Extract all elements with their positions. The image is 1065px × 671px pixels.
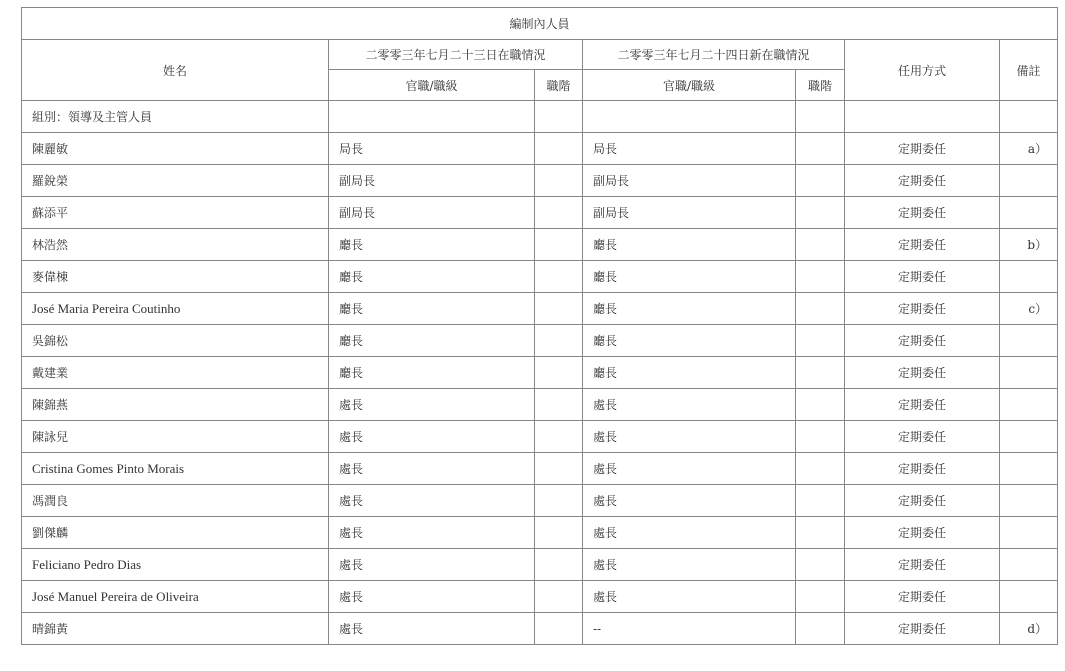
grade2-subheader: 職階 xyxy=(796,70,845,101)
staff-name-cell: 麥偉棟 xyxy=(22,261,329,293)
grade-old-cell xyxy=(535,197,583,229)
table-row xyxy=(22,485,1058,517)
staff-name-cell: 羅銳榮 xyxy=(22,165,329,197)
position-old-cell: 副局長 xyxy=(329,197,535,229)
appointment-cell: 定期委任 xyxy=(845,229,1000,261)
grade-new-cell xyxy=(796,325,845,357)
table-title: 編制內人員 xyxy=(22,8,1058,40)
grade1-subheader: 職階 xyxy=(535,70,583,101)
staff-name-cell: 蘇添平 xyxy=(22,197,329,229)
grade-old-cell xyxy=(535,389,583,421)
grade-old-cell xyxy=(535,517,583,549)
position-new-cell: 處長 xyxy=(583,389,796,421)
staff-name-cell: 馮潤良 xyxy=(22,485,329,517)
appointment-cell: 定期委任 xyxy=(845,549,1000,581)
remark-cell xyxy=(1000,165,1058,197)
position-old-cell: 處長 xyxy=(329,453,535,485)
grade-new-cell xyxy=(796,485,845,517)
staff-name-cell: 林浩然 xyxy=(22,229,329,261)
empty-cell xyxy=(1000,101,1058,133)
staff-name-cell: 陳麗敏 xyxy=(22,133,329,165)
group-row xyxy=(22,101,1058,133)
position-old-cell: 處長 xyxy=(329,421,535,453)
staff-name-cell: Feliciano Pedro Dias xyxy=(22,549,329,581)
appointment-column-header: 任用方式 xyxy=(845,40,1000,101)
empty-cell xyxy=(583,101,796,133)
remark-cell: a） xyxy=(1000,133,1058,165)
position-old-cell: 處長 xyxy=(329,613,535,645)
position-new-cell: -- xyxy=(583,613,796,645)
grade-old-cell xyxy=(535,261,583,293)
position-old-cell: 副局長 xyxy=(329,165,535,197)
remarks-column-header: 備註 xyxy=(1000,40,1058,101)
group-label: 組別：領導及主管人員 xyxy=(22,101,329,133)
table-row xyxy=(22,293,1058,325)
appointment-cell: 定期委任 xyxy=(845,261,1000,293)
remark-cell xyxy=(1000,325,1058,357)
empty-cell xyxy=(796,101,845,133)
grade-old-cell xyxy=(535,293,583,325)
position-new-cell: 處長 xyxy=(583,421,796,453)
table-row xyxy=(22,581,1058,613)
name-column-header: 姓名 xyxy=(22,40,329,101)
table-row xyxy=(22,389,1058,421)
position-old-cell: 局長 xyxy=(329,133,535,165)
position-new-cell: 處長 xyxy=(583,485,796,517)
staff-name-cell: 劉傑麟 xyxy=(22,517,329,549)
grade-new-cell xyxy=(796,581,845,613)
staff-name-cell: 晴錦黃 xyxy=(22,613,329,645)
grade-new-cell xyxy=(796,165,845,197)
grade-new-cell xyxy=(796,421,845,453)
staff-table xyxy=(21,7,1058,645)
table-row xyxy=(22,613,1058,645)
grade-old-cell xyxy=(535,357,583,389)
grade-new-cell xyxy=(796,293,845,325)
position-old-cell: 廳長 xyxy=(329,357,535,389)
position-new-cell: 副局長 xyxy=(583,165,796,197)
remark-cell xyxy=(1000,421,1058,453)
position-old-cell: 廳長 xyxy=(329,293,535,325)
grade-old-cell xyxy=(535,549,583,581)
grade-new-cell xyxy=(796,549,845,581)
grade-new-cell xyxy=(796,133,845,165)
position-new-cell: 副局長 xyxy=(583,197,796,229)
grade-old-cell xyxy=(535,229,583,261)
position-old-cell: 處長 xyxy=(329,389,535,421)
table-row xyxy=(22,453,1058,485)
position-new-cell: 廳長 xyxy=(583,293,796,325)
grade-old-cell xyxy=(535,325,583,357)
appointment-cell: 定期委任 xyxy=(845,165,1000,197)
staff-name-cell: 陳詠兒 xyxy=(22,421,329,453)
staff-name-cell: José Manuel Pereira de Oliveira xyxy=(22,581,329,613)
remark-cell xyxy=(1000,357,1058,389)
grade-new-cell xyxy=(796,613,845,645)
table-body xyxy=(22,101,1058,645)
position-old-cell: 處長 xyxy=(329,485,535,517)
empty-cell xyxy=(845,101,1000,133)
date2-column-header: 二零零三年七月二十四日新在職情況 xyxy=(583,40,845,70)
grade-new-cell xyxy=(796,261,845,293)
grade-old-cell xyxy=(535,133,583,165)
appointment-cell: 定期委任 xyxy=(845,325,1000,357)
position-new-cell: 處長 xyxy=(583,517,796,549)
grade-old-cell xyxy=(535,613,583,645)
table-row xyxy=(22,325,1058,357)
appointment-cell: 定期委任 xyxy=(845,581,1000,613)
date1-column-header: 二零零三年七月二十三日在職情況 xyxy=(329,40,583,70)
appointment-cell: 定期委任 xyxy=(845,453,1000,485)
remark-cell: c） xyxy=(1000,293,1058,325)
table-row xyxy=(22,517,1058,549)
grade-old-cell xyxy=(535,485,583,517)
staff-name-cell: Cristina Gomes Pinto Morais xyxy=(22,453,329,485)
remark-cell xyxy=(1000,389,1058,421)
table-row xyxy=(22,549,1058,581)
table-row xyxy=(22,197,1058,229)
grade-old-cell xyxy=(535,421,583,453)
remark-cell xyxy=(1000,485,1058,517)
position-new-cell: 廳長 xyxy=(583,357,796,389)
remark-cell: d） xyxy=(1000,613,1058,645)
appointment-cell: 定期委任 xyxy=(845,293,1000,325)
position1-subheader: 官職/職級 xyxy=(329,70,535,101)
remark-cell xyxy=(1000,197,1058,229)
position-new-cell: 處長 xyxy=(583,581,796,613)
table-row xyxy=(22,229,1058,261)
table-row xyxy=(22,357,1058,389)
position-new-cell: 廳長 xyxy=(583,229,796,261)
position2-subheader: 官職/職級 xyxy=(583,70,796,101)
table-row xyxy=(22,261,1058,293)
staff-name-cell: 戴建業 xyxy=(22,357,329,389)
appointment-cell: 定期委任 xyxy=(845,517,1000,549)
position-new-cell: 局長 xyxy=(583,133,796,165)
appointment-cell: 定期委任 xyxy=(845,389,1000,421)
position-old-cell: 廳長 xyxy=(329,325,535,357)
position-old-cell: 處長 xyxy=(329,517,535,549)
remark-cell xyxy=(1000,581,1058,613)
position-old-cell: 處長 xyxy=(329,581,535,613)
appointment-cell: 定期委任 xyxy=(845,357,1000,389)
position-new-cell: 處長 xyxy=(583,549,796,581)
remark-cell xyxy=(1000,549,1058,581)
appointment-cell: 定期委任 xyxy=(845,197,1000,229)
position-old-cell: 廳長 xyxy=(329,261,535,293)
grade-new-cell xyxy=(796,229,845,261)
table-row xyxy=(22,421,1058,453)
staff-name-cell: José Maria Pereira Coutinho xyxy=(22,293,329,325)
grade-new-cell xyxy=(796,453,845,485)
remark-cell: b） xyxy=(1000,229,1058,261)
remark-cell xyxy=(1000,517,1058,549)
empty-cell xyxy=(535,101,583,133)
appointment-cell: 定期委任 xyxy=(845,133,1000,165)
appointment-cell: 定期委任 xyxy=(845,485,1000,517)
remark-cell xyxy=(1000,453,1058,485)
table-row xyxy=(22,165,1058,197)
table-row xyxy=(22,133,1058,165)
position-old-cell: 處長 xyxy=(329,549,535,581)
position-new-cell: 廳長 xyxy=(583,325,796,357)
remark-cell xyxy=(1000,261,1058,293)
position-new-cell: 處長 xyxy=(583,453,796,485)
grade-new-cell xyxy=(796,357,845,389)
appointment-cell: 定期委任 xyxy=(845,421,1000,453)
grade-new-cell xyxy=(796,197,845,229)
grade-old-cell xyxy=(535,165,583,197)
position-old-cell: 廳長 xyxy=(329,229,535,261)
staff-name-cell: 吳錦松 xyxy=(22,325,329,357)
empty-cell xyxy=(329,101,535,133)
position-new-cell: 廳長 xyxy=(583,261,796,293)
staff-name-cell: 陳錦燕 xyxy=(22,389,329,421)
grade-new-cell xyxy=(796,389,845,421)
grade-old-cell xyxy=(535,453,583,485)
grade-new-cell xyxy=(796,517,845,549)
appointment-cell: 定期委任 xyxy=(845,613,1000,645)
grade-old-cell xyxy=(535,581,583,613)
